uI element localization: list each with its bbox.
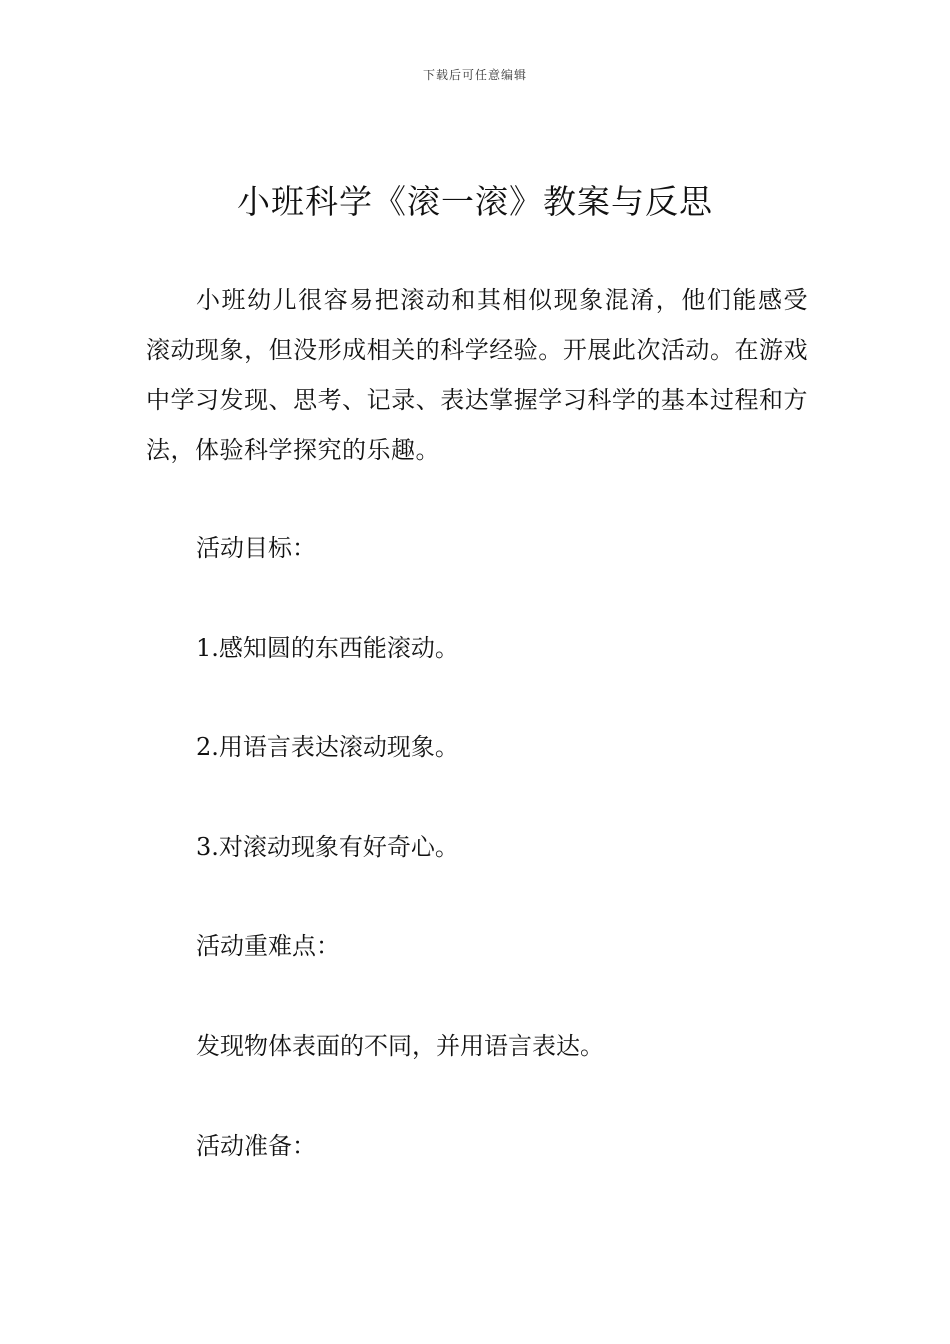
goals-heading: 活动目标： [196,534,316,562]
key-points-heading: 活动重难点： [196,932,340,960]
goal-item-3: 3.对滚动现象有好奇心。 [196,833,459,861]
preparation-heading: 活动准备： [196,1132,316,1160]
header-note: 下载后可任意编辑 [422,68,527,82]
document-title: 小班科学《滚一滚》教案与反思 [237,182,713,221]
goal-item-2: 2.用语言表达滚动现象。 [196,733,459,761]
intro-paragraph: 小班幼儿很容易把滚动和其相似现象混淆，他们能感受滚动现象，但没形成相关的科学经验。开展此次活动。在游戏中学习发现、思考、记录、表达掌握学习科学的基本过程和方法，体验科学探究的乐趣。 [146,286,808,464]
goal-item-1: 1.感知圆的东西能滚动。 [196,634,459,662]
key-points-text: 发现物体表面的不同，并用语言表达。 [196,1032,604,1060]
